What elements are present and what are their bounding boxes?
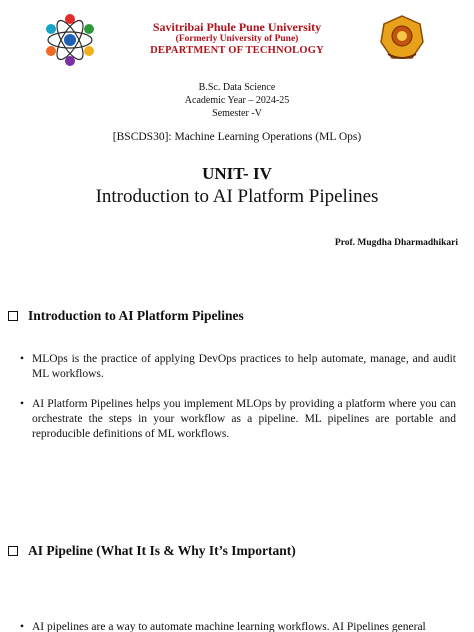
bullet-text: • MLOps is the practice of applying DevOps practices to help automate, manage, and audit ML workflows.: [20, 352, 456, 382]
department-name: DEPARTMENT OF TECHNOLOGY: [150, 45, 324, 56]
bullet-text: • AI pipelines are a way to automate machine learning workflows. AI Pipelines general: [20, 620, 456, 632]
subject-title: [BSCDS30]: Machine Learning Operations (ML Ops): [112, 131, 362, 143]
bullet-item: [20, 352, 456, 382]
bullet-item: [20, 397, 456, 442]
section-heading: [8, 308, 244, 324]
section-heading: [8, 543, 296, 559]
section-heading-text: Introduction to AI Platform Pipelines: [28, 308, 244, 323]
academic-year: Academic Year – 2024-25: [184, 95, 290, 106]
unit-number: UNIT- IV: [202, 164, 272, 183]
program-name: B.Sc. Data Science: [198, 82, 276, 93]
checkbox-bullet-icon: [8, 546, 18, 556]
bullet-item: [20, 620, 456, 632]
unit-title: Introduction to AI Platform Pipelines: [95, 186, 379, 207]
section-heading-text: AI Pipeline (What It Is & Why It’s Important): [28, 543, 296, 558]
bullet-text: • AI Platform Pipelines helps you implement MLOps by providing a platform where you can orchestrate the steps in your workflow as a pipeline. ML pipelines are portable and reproducible definitions of ML workflows.: [20, 397, 456, 442]
author-name: Prof. Mugdha Dharmadhikari: [334, 238, 458, 248]
checkbox-bullet-icon: [8, 311, 18, 321]
university-former-name: (Formerly University of Pune): [175, 34, 299, 44]
university-name: Savitribai Phule Pune University: [152, 20, 322, 34]
semester: Semester -V: [212, 108, 262, 119]
